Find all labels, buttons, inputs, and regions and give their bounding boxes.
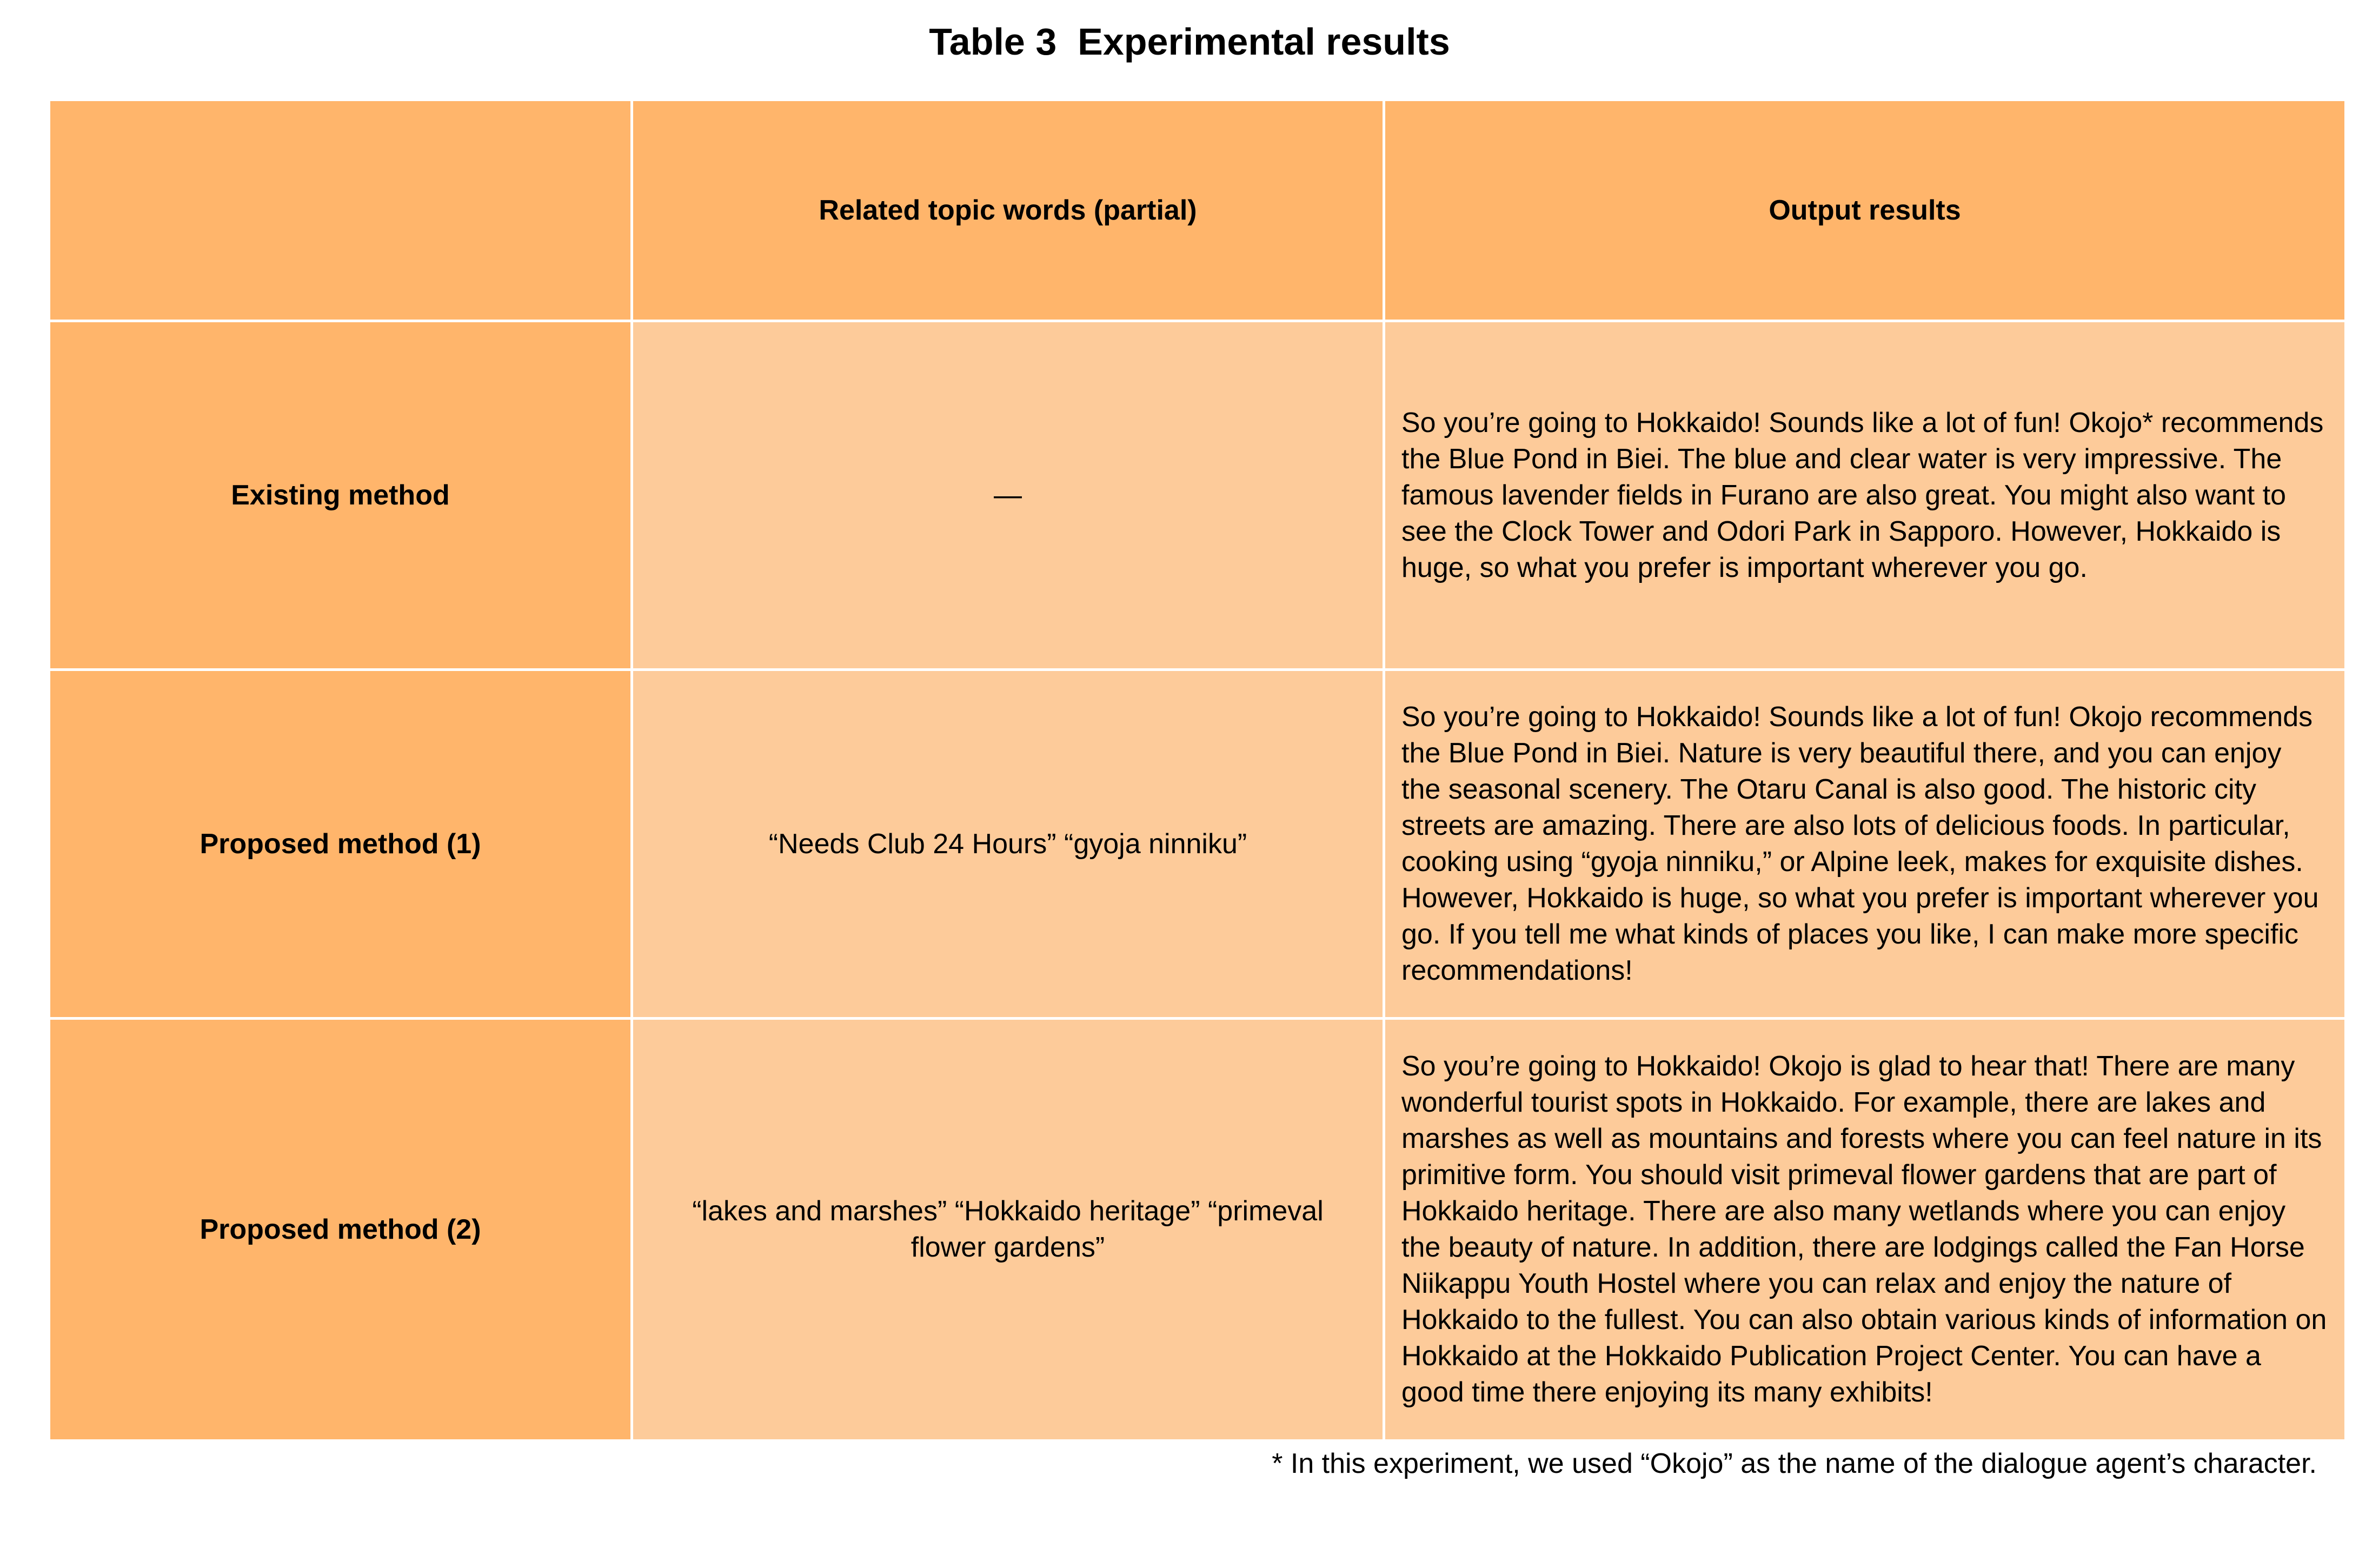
header-method (49, 100, 632, 321)
table-header-row (49, 100, 2346, 321)
output-cell: So you’re going to Hokkaido! Sounds like a lot of fun! Okojo recommends the Blue Pond in Biei. Nature is very beautiful there, and you can enjoy the seasonal scenery. The Otaru Canal is also good. The historic city streets are amazing. There are also lots of delicious foods. In particular, cooking using “gyoja ninniku,” or Alpine leek, makes for exquisite dishes. However, Hokkaido is huge, so what you prefer is important wherever you go. If you tell me what kinds of places you like, I can make more specific recommendations! (1384, 670, 2346, 1019)
method-cell: Proposed method (2) (49, 1019, 632, 1441)
topic-words-cell: “Needs Club 24 Hours” “gyoja ninniku” (632, 670, 1384, 1019)
header-output-results: Output results (1384, 100, 2346, 321)
table-title: Table 3 Experimental results (929, 21, 1450, 63)
table-row (49, 670, 2346, 1019)
method-cell: Existing method (49, 321, 632, 670)
output-cell: So you’re going to Hokkaido! Okojo is glad to hear that! There are many wonderful tourist spots in Hokkaido. For example, there are lakes and marshes as well as mountains and forests where you can feel nature in its primitive form. You should visit primeval flower gardens that are part of Hokkaido heritage. There are also many wetlands where you can enjoy the beauty of nature. In addition, there are lodgings called the Fan Horse Niikappu Youth Hostel where you can relax and enjoy the nature of Hokkaido to the fullest. You can also obtain various kinds of information on Hokkaido at the Hokkaido Publication Project Center. You can have a good time there enjoying its many exhibits! (1384, 1019, 2346, 1441)
topic-words-cell: “lakes and marshes” “Hokkaido heritage” “primeval flower gardens” (632, 1019, 1384, 1441)
table-row (49, 1019, 2346, 1441)
experimental-results-table (48, 98, 2347, 1442)
footnote: * In this experiment, we used “Okojo” as the name of the dialogue agent’s character. (1272, 1448, 2317, 1479)
table-row (49, 321, 2346, 670)
topic-words-cell: — (632, 321, 1384, 670)
header-topic-words: Related topic words (partial) (632, 100, 1384, 321)
output-cell: So you’re going to Hokkaido! Sounds like a lot of fun! Okojo* recommends the Blue Pond in Biei. The blue and clear water is very impressive. The famous lavender fields in Furano are also great. You might also want to see the Clock Tower and Odori Park in Sapporo. However, Hokkaido is huge, so what you prefer is important wherever you go. (1384, 321, 2346, 670)
method-cell: Proposed method (1) (49, 670, 632, 1019)
